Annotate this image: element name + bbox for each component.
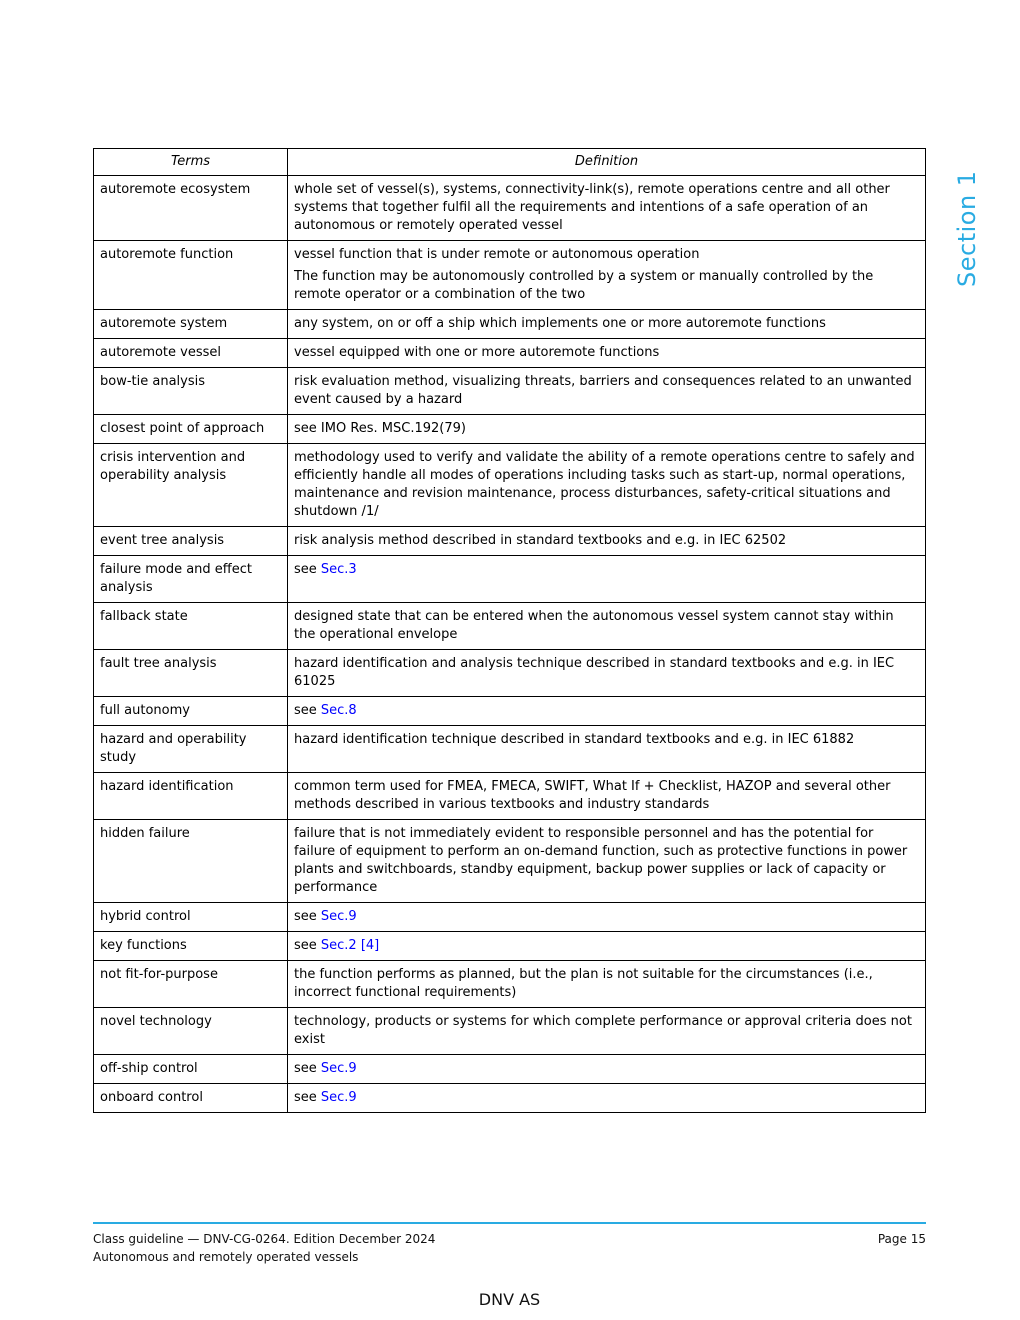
definition-column-header: Definition	[288, 149, 926, 176]
term-cell: novel technology	[94, 1008, 288, 1055]
definition-paragraph: failure that is not immediately evident to responsible personnel and has the potential for failure of equipment to perform an on-demand function, such as protective functions in power plants and switchboards, standby equipment, backup power supplies or lack of capacity or performance	[294, 826, 908, 895]
definition-cell	[288, 415, 926, 444]
term-cell: autoremote vessel	[94, 339, 288, 368]
definition-cell	[288, 241, 926, 310]
term-cell: hybrid control	[94, 903, 288, 932]
definition-paragraph: see Sec.2 [4]	[294, 938, 380, 953]
page-footer	[93, 1222, 926, 1310]
term-cell: failure mode and effect analysis	[94, 556, 288, 603]
definition-cell	[288, 444, 926, 527]
footer-divider	[93, 1222, 926, 1224]
section-sidebar-label: Section 1	[953, 170, 981, 287]
definition-paragraph: technology, products or systems for which complete performance or approval criteria does not exist	[294, 1014, 912, 1047]
definition-paragraph: see Sec.9	[294, 1061, 357, 1076]
table-row	[94, 339, 926, 368]
term-cell: fallback state	[94, 603, 288, 650]
section-link[interactable]: Sec.8	[320, 703, 357, 718]
term-cell: closest point of approach	[94, 415, 288, 444]
definition-paragraph: whole set of vessel(s), systems, connectivity-link(s), remote operations centre and all other systems that together fulfil all the requirements and intentions of a safe operation of an autonomous or remotely operated vessel	[294, 182, 890, 233]
definition-cell	[288, 726, 926, 773]
term-cell: autoremote ecosystem	[94, 176, 288, 241]
term-cell: bow-tie analysis	[94, 368, 288, 415]
definition-paragraph: see IMO Res. MSC.192(79)	[294, 421, 466, 436]
term-cell: full autonomy	[94, 697, 288, 726]
term-cell: autoremote function	[94, 241, 288, 310]
definition-paragraph: any system, on or off a ship which implements one or more autoremote functions	[294, 316, 826, 331]
definition-cell	[288, 527, 926, 556]
term-cell: event tree analysis	[94, 527, 288, 556]
publisher-name: DNV AS	[478, 1290, 541, 1309]
definition-paragraph: methodology used to verify and validate the ability of a remote operations centre to safely and efficiently handle all modes of operations including tasks such as start-up, normal operations, maintenance and revision maintenance, process disturbances, safety-critical situations and shutdown /1/	[294, 450, 915, 519]
term-cell: hazard and operability study	[94, 726, 288, 773]
definition-cell	[288, 310, 926, 339]
term-cell: hazard identification	[94, 773, 288, 820]
table-row	[94, 932, 926, 961]
footer-doc-title: Class guideline — DNV-CG-0264. Edition December 2024	[93, 1232, 436, 1246]
definition-paragraph: vessel function that is under remote or autonomous operation	[294, 247, 700, 262]
section-link[interactable]: Sec.9	[320, 1061, 357, 1076]
definition-paragraph: hazard identification and analysis technique described in standard textbooks and e.g. in IEC 61025	[294, 656, 895, 689]
term-cell: fault tree analysis	[94, 650, 288, 697]
table-row	[94, 527, 926, 556]
term-cell: onboard control	[94, 1084, 288, 1113]
section-link[interactable]: Sec.9	[320, 1090, 357, 1105]
definition-cell	[288, 1008, 926, 1055]
table-row	[94, 697, 926, 726]
definition-cell	[288, 368, 926, 415]
definition-paragraph: see Sec.8	[294, 703, 357, 718]
term-cell: autoremote system	[94, 310, 288, 339]
definition-cell	[288, 1055, 926, 1084]
definition-cell	[288, 650, 926, 697]
definition-paragraph: risk evaluation method, visualizing threats, barriers and consequences related to an unwanted event caused by a hazard	[294, 374, 912, 407]
term-cell: key functions	[94, 932, 288, 961]
table-row	[94, 1055, 926, 1084]
definition-paragraph: common term used for FMEA, FMECA, SWIFT, What If + Checklist, HAZOP and several other methods described in various textbooks and industry standards	[294, 779, 891, 812]
definition-paragraph: see Sec.9	[294, 1090, 357, 1105]
table-row	[94, 603, 926, 650]
term-cell: off-ship control	[94, 1055, 288, 1084]
section-link[interactable]: Sec.2 [4]	[320, 938, 380, 953]
term-cell: crisis intervention and operability analysis	[94, 444, 288, 527]
table-row	[94, 368, 926, 415]
footer-doc-subtitle: Autonomous and remotely operated vessels	[93, 1250, 359, 1264]
table-row	[94, 1008, 926, 1055]
term-cell: hidden failure	[94, 820, 288, 903]
definition-cell	[288, 176, 926, 241]
table-row	[94, 556, 926, 603]
definition-cell	[288, 339, 926, 368]
definition-cell	[288, 820, 926, 903]
definition-cell	[288, 556, 926, 603]
footer-page-number: Page 15	[877, 1232, 926, 1246]
table-row	[94, 773, 926, 820]
table-row	[94, 820, 926, 903]
table-row	[94, 415, 926, 444]
definition-cell	[288, 903, 926, 932]
definition-cell	[288, 603, 926, 650]
definition-cell	[288, 932, 926, 961]
definition-paragraph: risk analysis method described in standard textbooks and e.g. in IEC 62502	[294, 533, 787, 548]
definition-paragraph: see Sec.3	[294, 562, 357, 577]
definition-cell	[288, 1084, 926, 1113]
definition-paragraph: designed state that can be entered when the autonomous vessel system cannot stay within the operational envelope	[294, 609, 894, 642]
terms-column-header: Terms	[94, 149, 288, 176]
definition-paragraph: hazard identification technique described in standard textbooks and e.g. in IEC 61882	[294, 732, 855, 747]
table-row	[94, 961, 926, 1008]
definition-paragraph: The function may be autonomously controlled by a system or manually controlled by the remote operator or a combination of the two	[294, 269, 874, 302]
table-row	[94, 310, 926, 339]
definition-cell	[288, 697, 926, 726]
definition-paragraph: vessel equipped with one or more autoremote functions	[294, 345, 660, 360]
term-cell: not fit-for-purpose	[94, 961, 288, 1008]
table-row	[94, 650, 926, 697]
definition-cell	[288, 773, 926, 820]
definition-paragraph: the function performs as planned, but the plan is not suitable for the circumstances (i.e., incorrect functional requirements)	[294, 967, 873, 1000]
definition-paragraph: see Sec.9	[294, 909, 357, 924]
section-link[interactable]: Sec.9	[320, 909, 357, 924]
table-row	[94, 241, 926, 310]
table-row	[94, 176, 926, 241]
table-row	[94, 903, 926, 932]
terms-definitions-table	[93, 148, 926, 1113]
table-row	[94, 444, 926, 527]
table-header-row	[94, 149, 926, 176]
table-row	[94, 1084, 926, 1113]
table-row	[94, 726, 926, 773]
definition-cell	[288, 961, 926, 1008]
section-link[interactable]: Sec.3	[320, 562, 357, 577]
